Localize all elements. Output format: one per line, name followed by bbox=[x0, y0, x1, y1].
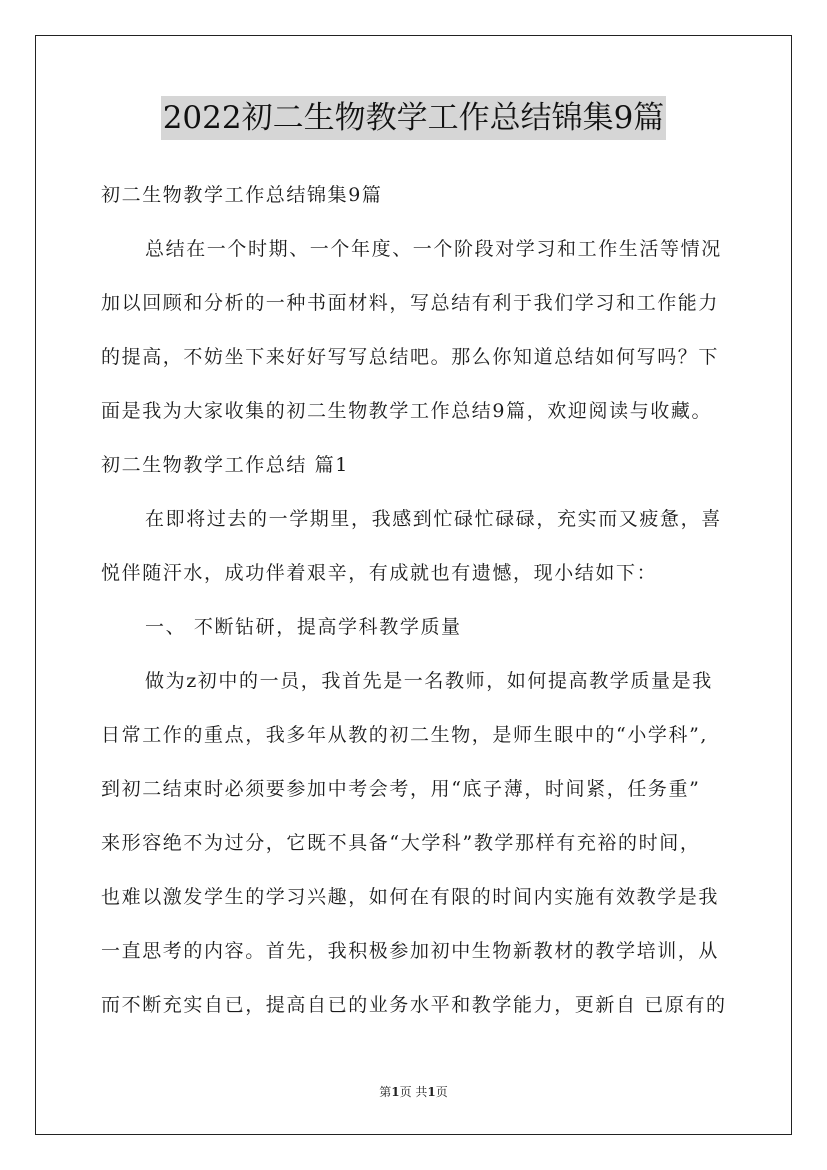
paragraph-line: 面是我为大家收集的初二生物教学工作总结9篇，欢迎阅读与收藏。 bbox=[101, 400, 713, 422]
paragraph-line: 来形容绝不为过分，它既不具备“大学科”教学那样有充裕的时间， bbox=[101, 832, 701, 854]
title-container bbox=[0, 96, 827, 140]
paragraph-line: 一直思考的内容。首先，我积极参加初中生物新教材的教学培训，从 bbox=[101, 940, 720, 962]
paragraph-line: 日常工作的重点，我多年从教的初二生物，是师生眼中的“小学科”, bbox=[101, 724, 709, 746]
paragraph-line: 而不断充实自已，提高自已的业务水平和教学能力，更新自 已原有的 bbox=[101, 994, 727, 1016]
footer-page-total: 1 bbox=[427, 1085, 436, 1099]
paragraph-line: 到初二结束时必须要参加中考会考，用“底子薄，时间紧，任务重” bbox=[101, 778, 701, 800]
paragraph-line: 的提高，不妨坐下来好好写写总结吧。那么你知道总结如何写吗？下 bbox=[101, 346, 720, 368]
footer-prefix: 第 bbox=[379, 1085, 392, 1099]
subsection-heading: 一、 不断钻研，提高学科教学质量 bbox=[145, 616, 462, 638]
paragraph-line: 在即将过去的一学期里，我感到忙碌忙碌碌，充实而又疲惫，喜 bbox=[145, 508, 722, 530]
section-heading: 初二生物教学工作总结 篇1 bbox=[101, 454, 349, 476]
footer-suffix: 页 bbox=[435, 1085, 448, 1099]
document-title: 2022初二生物教学工作总结锦集9篇 bbox=[161, 96, 667, 140]
paragraph-line: 做为z初中的一员，我首先是一名教师，如何提高教学质量是我 bbox=[145, 670, 713, 692]
footer-mid: 页 共 bbox=[399, 1085, 428, 1099]
page-footer bbox=[0, 1083, 827, 1100]
subtitle-line: 初二生物教学工作总结锦集9篇 bbox=[101, 184, 383, 206]
paragraph-line: 也难以激发学生的学习兴趣，如何在有限的时间内实施有效教学是我 bbox=[101, 886, 720, 908]
paragraph-line: 加以回顾和分析的一种书面材料，写总结有利于我们学习和工作能力 bbox=[101, 292, 720, 314]
paragraph-line: 悦伴随汗水，成功伴着艰辛，有成就也有遗憾，现小结如下： bbox=[101, 562, 658, 584]
paragraph-line: 总结在一个时期、一个年度、一个阶段对学习和工作生活等情况 bbox=[145, 238, 722, 260]
footer-page-current: 1 bbox=[391, 1085, 400, 1099]
